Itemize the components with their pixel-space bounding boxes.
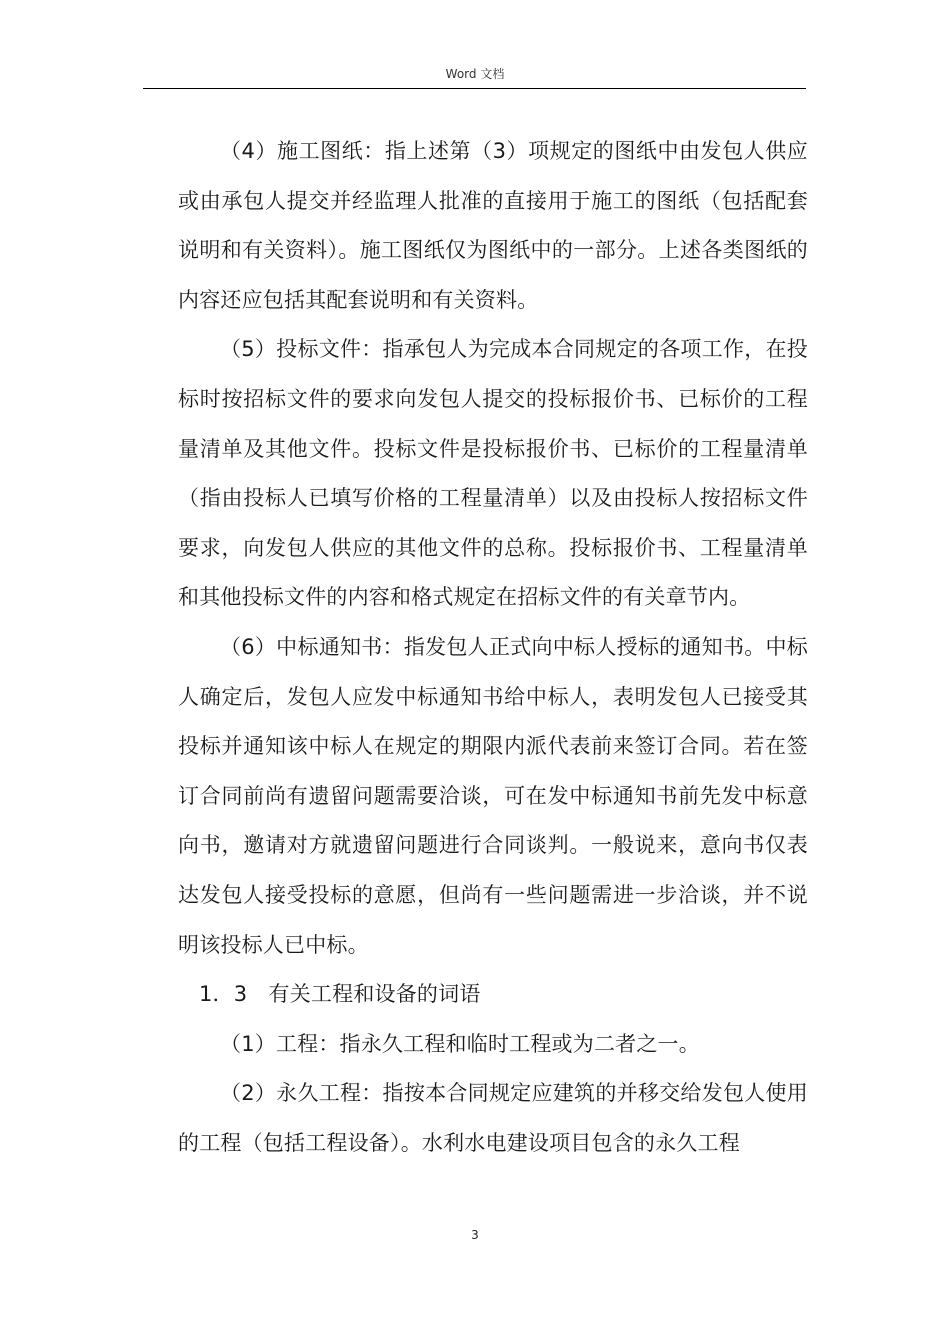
header-divider — [143, 88, 806, 89]
section-heading: 1．3 有关工程和设备的词语 — [199, 982, 481, 1007]
paragraph-permanent-works: （2）永久工程：指按本合同规定应建筑的并移交给发包人使用的工程（包括工程设备）。水利水电建设项目包含的永久工程 — [178, 1081, 808, 1155]
paragraph-award-notice: （6）中标通知书：指发包人正式向中标人授标的通知书。中标人确定后，发包人应发中标通知书给中标人，表明发包人已接受其投标并通知该中标人在规定的期限内派代表前来签订合同。若在签订合同前尚有遗留问题需要洽谈，可在发中标通知书前先发中标意向书，邀请对方就遗留问题进行合同谈判。一般说来，意向书仅表达发包人接受投标的意愿，但尚有一些问题需进一步洽谈，并不说明该投标人已中标。 — [178, 634, 808, 957]
paragraph-construction-drawings: （4）施工图纸：指上述第（3）项规定的图纸中由发包人供应或由承包人提交并经监理人批准的直接用于施工的图纸（包括配套说明和有关资料）。施工图纸仅为图纸中的一部分。上述各类图纸的内容还应包括其配套说明和有关资料。 — [178, 139, 808, 312]
page-header: Word 文档 — [445, 67, 505, 81]
document-body — [178, 127, 808, 1168]
page-number: 3 — [471, 1228, 479, 1242]
paragraph-works: （1）工程：指永久工程和临时工程或为二者之一。 — [220, 1031, 700, 1056]
paragraph-bid-documents: （5）投标文件：指承包人为完成本合同规定的各项工作，在投标时按招标文件的要求向发包人提交的投标报价书、已标价的工程量清单及其他文件。投标文件是投标报价书、已标价的工程量清单（指由投标人已填写价格的工程量清单）以及由投标人按招标文件要求，向发包人供应的其他文件的总称。投标报价书、工程量清单和其他投标文件的内容和格式规定在招标文件的有关章节内。 — [178, 337, 808, 610]
